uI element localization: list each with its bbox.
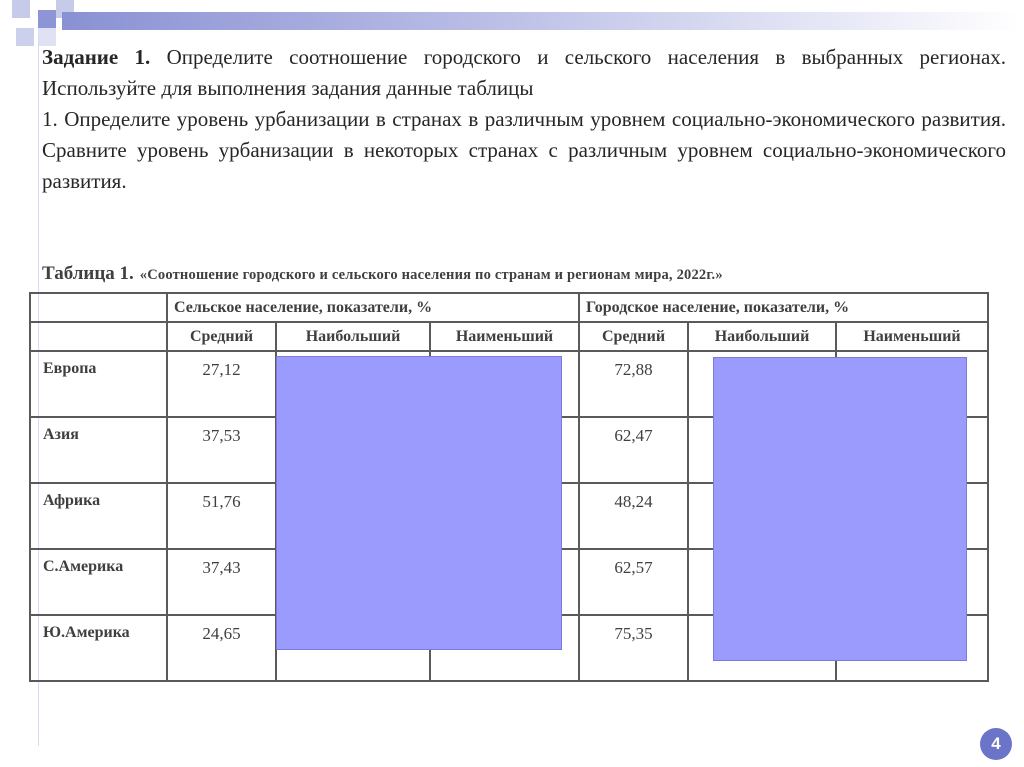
subheader-corner [30, 322, 167, 351]
header-urban-group: Городское население, показатели, % [579, 293, 988, 322]
answer-cover-urban[interactable] [713, 357, 967, 661]
table-title [42, 263, 992, 285]
decor-square [16, 28, 34, 46]
task-text [42, 42, 1006, 197]
region-cell: Азия [30, 417, 167, 483]
task-heading: Задание 1. [42, 45, 151, 69]
subheader-urban-max: Наибольший [688, 322, 836, 351]
header-rural-group: Сельское население, показатели, % [167, 293, 579, 322]
table-header-row [30, 293, 988, 322]
decor-square [38, 10, 56, 28]
table-title-sub: «Соотношение городского и сельского населения по странам и регионам мира, 2022г.» [139, 267, 723, 283]
urban-avg-cell: 75,35 [579, 615, 688, 681]
subheader-rural-max: Наибольший [276, 322, 430, 351]
subheader-urban-avg: Средний [579, 322, 688, 351]
urban-avg-cell: 72,88 [579, 351, 688, 417]
table-title-main: Таблица 1. [42, 263, 134, 284]
task-intro-paragraph [42, 42, 1006, 104]
subheader-urban-min: Наименьший [836, 322, 988, 351]
task-item-1: 1. Определите уровень урбанизации в странах в различным уровнем социально-экономического развития. Сравните уровень урбанизации в некоторых странах с различным уровнем социально-экономического развития. [42, 107, 1006, 193]
rural-avg-cell: 51,76 [167, 483, 276, 549]
urban-avg-cell: 62,57 [579, 549, 688, 615]
rural-avg-cell: 24,65 [167, 615, 276, 681]
header-corner [30, 293, 167, 322]
urban-avg-cell: 48,24 [579, 483, 688, 549]
rural-avg-cell: 27,12 [167, 351, 276, 417]
subheader-rural-min: Наименьший [430, 322, 579, 351]
rural-avg-cell: 37,53 [167, 417, 276, 483]
answer-cover-rural[interactable] [276, 356, 562, 650]
urban-avg-cell: 62,47 [579, 417, 688, 483]
header-gradient-bar [62, 12, 1020, 30]
region-cell: Ю.Америка [30, 615, 167, 681]
region-cell: Африка [30, 483, 167, 549]
region-cell: С.Америка [30, 549, 167, 615]
task-intro: Определите соотношение городского и сельского населения в выбранных регионах. Используйте для выполнения задания данные таблицы [42, 45, 1007, 100]
page-number-badge: 4 [980, 728, 1012, 760]
table-subheader-row [30, 322, 988, 351]
rural-avg-cell: 37,43 [167, 549, 276, 615]
decor-square [12, 0, 30, 18]
region-cell: Европа [30, 351, 167, 417]
subheader-rural-avg: Средний [167, 322, 276, 351]
